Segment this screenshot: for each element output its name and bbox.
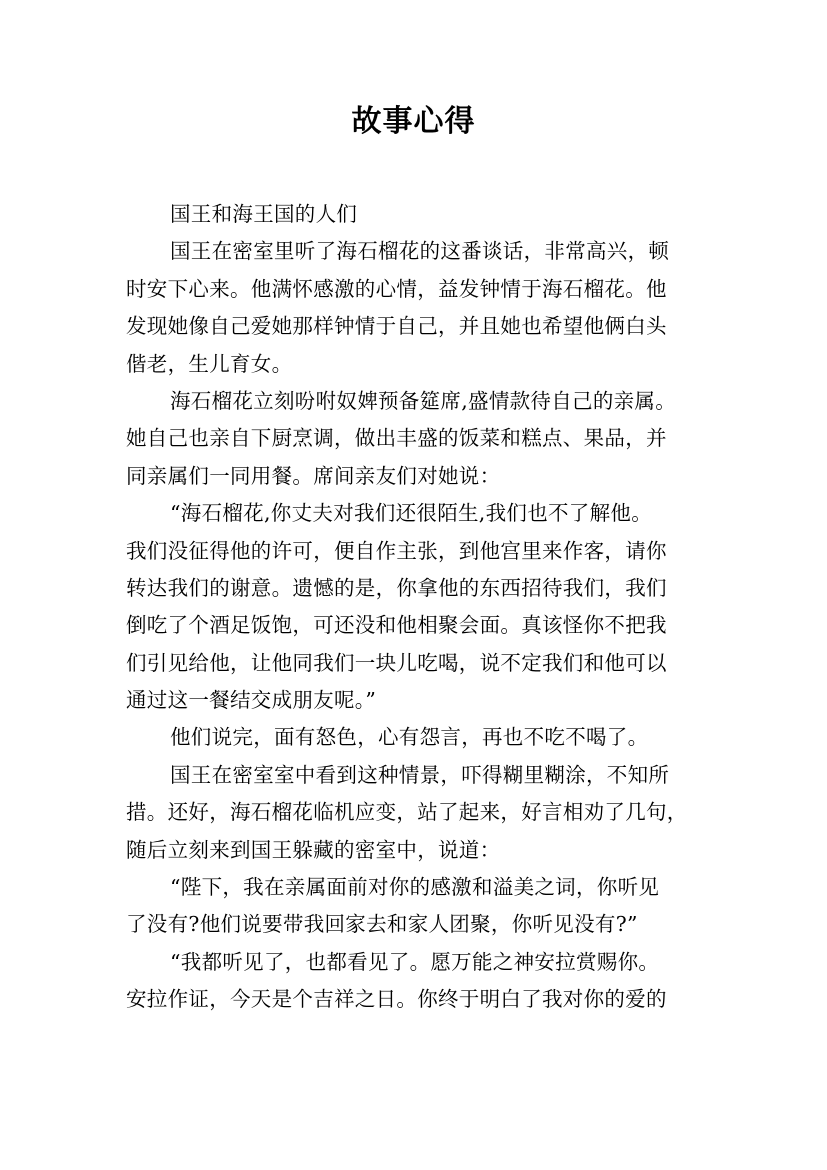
text-line: 们引见给他，让他同我们一块儿吃喝，说不定我们和他可以 (126, 650, 667, 675)
text-line: 海石榴花立刻吩咐奴婢预备筵席,盛情款待自己的亲属。 (170, 388, 677, 413)
text-line: 国王和海王国的人们 (170, 202, 358, 226)
text-line: 了没有?他们说要带我回家去和家人团聚，你听见没有?” (126, 912, 638, 937)
text-line: 同亲属们一同用餐。席间亲友们对她说： (126, 463, 501, 488)
text-line: 发现她像自己爱她那样钟情于自己，并且她也希望他俩白头 (126, 314, 667, 339)
text-line: 随后立刻来到国王躲藏的密室中，说道： (126, 837, 501, 862)
text-line: “陛下，我在亲属面前对你的感激和溢美之词，你听见 (170, 875, 660, 900)
text-line: 偕老，生儿育女。 (126, 351, 293, 376)
text-line: “海石榴花,你丈夫对我们还很陌生,我们也不了解他。 (170, 501, 653, 526)
text-line: “我都听见了，也都看见了。愿万能之神安拉赏赐你。 (170, 949, 660, 974)
text-line: 时安下心来。他满怀感激的心情，益发钟情于海石榴花。他 (126, 276, 667, 301)
text-line: 我们没征得他的许可，便自作主张，到他宫里来作客，请你 (126, 538, 667, 563)
document-title: 故事心得 (351, 104, 476, 139)
text-line: 安拉作证，今天是个吉祥之日。你终于明白了我对你的爱的 (126, 987, 667, 1012)
text-line: 国王在密室里听了海石榴花的这番谈话，非常高兴，顿 (170, 239, 670, 264)
text-line: 她自己也亲自下厨烹调，做出丰盛的饭菜和糕点、果品，并 (126, 426, 667, 451)
text-line: 转达我们的谢意。遗憾的是，你拿他的东西招待我们，我们 (126, 575, 667, 600)
text-line: 倒吃了个酒足饭饱，可还没和他相聚会面。真该怪你不把我 (126, 613, 667, 638)
text-line: 他们说完，面有怒色，心有怨言，再也不吃不喝了。 (170, 725, 649, 750)
text-line: 国王在密室室中看到这种情景，吓得糊里糊涂，不知所 (170, 762, 670, 787)
text-line: 通过这一餐结交成朋友呢。” (126, 688, 377, 713)
text-line: 措。还好，海石榴花临机应变，站了起来，好言相劝了几句， (126, 800, 688, 825)
document-body (126, 196, 716, 1019)
